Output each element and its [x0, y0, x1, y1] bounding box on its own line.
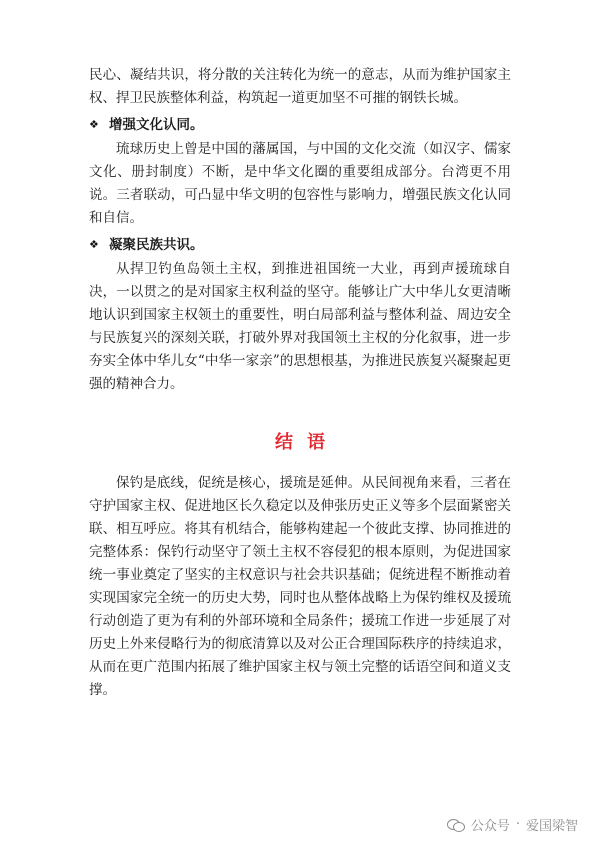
- watermark-account: 爱国梁智: [525, 819, 578, 834]
- diamond-bullet-icon: ❖: [89, 238, 99, 251]
- national-consensus-paragraph: 从捍卫钓鱼岛领土主权，到推进祖国统一大业，再到声援琉球自决，一以贯之的是对国家主权利益的坚守。能够让广大中华儿女更清晰地认识到国家主权领土的重要性，明白局部利益与整体利益、周边安全与民族复兴的深刻关联，打破外界对我国领土主权的分化叙事，进一步夯实全体中华儿女“中华一家亲”的思想根基，为推进民族复兴凝聚起更强的精神合力。: [89, 261, 511, 392]
- conclusion-title: 结语: [275, 432, 339, 453]
- section-heading-text: 增强文化认同。: [109, 117, 204, 133]
- section-heading-national-consensus: [89, 232, 511, 258]
- conclusion-paragraph: 保钓是底线，促统是核心，援琉是延伸。从民间视角来看，三者在守护国家主权、促进地区长久稳定以及伸张历史正义等多个层面紧密关联、相互呼应。将其有机结合，能够构建起一个彼此支撑、协同推进的完整体系：保钓行动坚守了领土主权不容侵犯的根本原则，为促进国家统一事业奠定了坚实的主权意识与社会共识基础；促统进程不断推动着实现国家完全统一的历史大势，同时也从整体战略上为保钓维权及援琉行动创造了更为有利的外部环境和全局条件；援琉工作进一步延展了对历史上外来侵略行为的彻底清算以及对公正合理国际秩序的持续追求，从而在更广范围内拓展了维护国家主权与领土完整的话语空间和道义支撑。: [89, 475, 511, 698]
- diamond-bullet-icon: ❖: [89, 118, 99, 131]
- intro-paragraph: 民心、凝结共识，将分散的关注转化为统一的意志，从而为维护国家主权、捍卫民族整体利益，构筑起一道更加坚不可摧的钢铁长城。: [89, 67, 511, 106]
- wechat-icon: [447, 818, 465, 832]
- cultural-identity-paragraph: 琉球历史上曾是中国的藩属国，与中国的文化交流（如汉字、儒家文化、册封制度）不断，是中华文化圈的重要组成部分。台湾更不用说。三者联动，可凸显中华文明的包容性与影响力，增强民族文化认同和自信。: [89, 141, 511, 226]
- watermark-separator: ·: [515, 817, 520, 832]
- wechat-watermark: [447, 815, 578, 834]
- document-page: [89, 64, 511, 702]
- section-heading-text: 凝聚民族共识。: [109, 237, 204, 253]
- section-heading-cultural-identity: [89, 112, 511, 138]
- watermark-platform: 公众号: [470, 819, 510, 834]
